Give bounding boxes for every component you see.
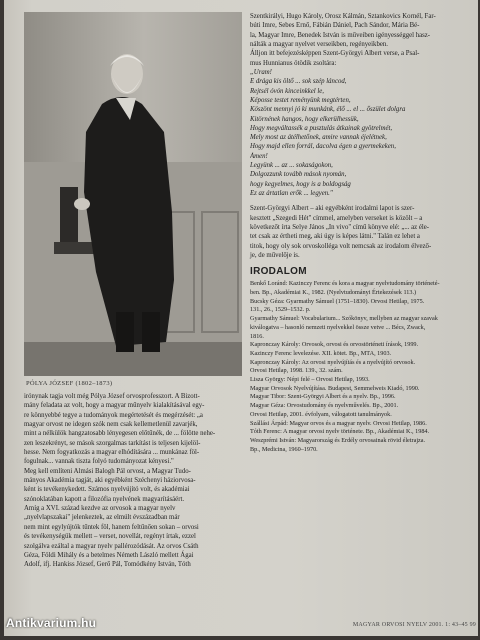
poem-line: „Uram! <box>250 69 272 77</box>
text-line: Álljon itt befejezésképpen Szent-Györgyi Albert verse, a Psal- <box>250 50 420 58</box>
text-line: titok, hogy oly sok orvoskolléga volt nemcsak az irodalom élvező- <box>250 242 432 250</box>
bibliography-entry: Benkő Loránd: Kazinczy Ferenc és kora a magyar nyelvtudomány történeté- <box>250 280 440 288</box>
text-line: Meg kell említeni Almási Balogh Pál orvost, a Magyar Tudo- <box>24 467 191 475</box>
text-line: re könnyebbé tegye a tudományok megértetését és megérzését: „a <box>24 411 203 419</box>
right-intro-text <box>250 12 476 68</box>
text-line: mint a nélkülök hangzatosabb lényegesen előtűnék, de ... fölötte nehe- <box>24 430 216 438</box>
poem-line: Ámen! <box>250 152 268 160</box>
text-line: mány feladata az volt, hogy a magyar műnyelv kialakításával egy- <box>24 402 205 410</box>
poem-line: Legyünk ... az ... sokaságokon, <box>250 162 333 170</box>
poem-line: Köszönt mennyi jó ki munkánk, élő ... el ... őszület dolgra <box>250 106 406 114</box>
text-line: irónynak tagja volt még Pólya József orvosprofesszort. A Bizott- <box>24 393 200 400</box>
text-line: ként is tevékenykedett. Számos nyelvújító volt, és akadémiai <box>24 486 190 494</box>
poem-line: Rejtsél óvón kinceinkkel le, <box>250 87 324 95</box>
poem-line: Mely most az átélhetőnek, amire vannak éjelétnek, <box>250 134 387 142</box>
bibliography-entry: Gyarmathy Sámuel: Vocabularium... Szókönyv, mellyben az magyar szavak <box>250 315 438 323</box>
poem-line: Hogy majd ellen forrál, dacolva égen a gyermekeken, <box>250 143 396 151</box>
bibliography-entry: Bucsky Géza: Gyarmathy Sámuel (1751–1830). Orvosi Hetilap, 1975. <box>250 297 425 305</box>
poem-line: Kitörnének hangos, hogy elkerülhessük, <box>250 115 359 123</box>
text-line: tet csak az értheti meg, aki úgy is képes látni." Talán ez lehet a <box>250 233 420 241</box>
text-line: mus Hunnianus ötödik zsoltára: <box>250 59 337 67</box>
left-body-text <box>24 392 244 570</box>
text-line: Szent-Györgyi Albert – aki egyébként irodalmi lapot is szer- <box>250 205 415 213</box>
photo-caption: PÓLYA JÓZSEF (1802–1873) <box>26 380 113 387</box>
text-line: Amíg a XVI. század kezdve az orvosok a magyar nyelv <box>24 505 176 513</box>
watermark: Antikvarium.hu <box>6 616 97 630</box>
bibliography-entry: 1816. <box>250 332 264 340</box>
poem-line: Dolgozzunk tovább mások nyomán, <box>250 171 347 179</box>
bibliography-entry: Kazinczy Ferenc levelezése. XII. kötet. Bp., MTA, 1903. <box>250 349 392 357</box>
bibliography-entry: ben. Bp., Akadémiai K., 1982. (Nyelvtudományi Értekezések 113.) <box>250 288 417 296</box>
bibliography-entry: 131., 26., 1529–1532. p. <box>250 306 311 314</box>
bibliography-entry: Magyar Orvosok Nyelvújítása. Budapest, Semmelweis Kiadó, 1990. <box>250 384 420 392</box>
bibliography-entry: Orvosi Hetilap, 1998. 139., 32. szám. <box>250 367 343 375</box>
portrait-photo <box>24 12 242 376</box>
text-line: „nyelvlapszakai" jelenkeztek, az elmúlt évszázadban már <box>24 514 180 522</box>
bibliography-entry: Bp., Medicina, 1960–1970. <box>250 445 318 453</box>
text-line: mányos Akadémia tagját, aki egyébként Széchenyi háziorvosa- <box>24 477 196 485</box>
text-line: kesztett „Szegedi Hét" címmel, amelyben verseket is közölt – a <box>250 214 423 222</box>
bibliography-entry: Szállási Árpád: Magyar orvos és a magyar nyelv. Orvosi Hetilap, 1986. <box>250 419 427 427</box>
bibliography-entry: Kapronczay Károly: Az orvosi nyelvújítás és a nyelvújító orvosok. <box>250 358 416 366</box>
bibliography-entry: Lisza György: Népi felé – Orvosi Hetilap, 1993. <box>250 376 370 384</box>
section-heading: IRODALOM <box>250 266 307 278</box>
text-line: magyar orvost ne idegen szók nem csak kellemetlenül zavarjék, <box>24 421 198 429</box>
text-line: búti Imre, Sebes Ernő, Fábián Dániel, Pach Sándor, Mária Bé- <box>250 22 420 30</box>
poem-line: Ez az ártatlan erők ... legyen." <box>250 189 333 197</box>
right-column <box>250 12 476 454</box>
bibliography-entry: Orvosi Hetilap, 2001. évfolyam, válogatott tanulmányok. <box>250 410 392 418</box>
text-line: következőt írta Selye János „In vivo" című könyve elé: „... az éle- <box>250 223 430 231</box>
bibliography-entry: kiválogatva – hasonló nemzeti nyelvekkel össze vetve ... Bécs, Zwack, <box>250 323 426 331</box>
left-column <box>24 392 244 570</box>
text-line: hesse. Nem fogyatkozás a magyar elhódítására ... munkánaz föl- <box>24 449 200 457</box>
text-line: és tevékenységük mellett – verset, novellát, regényt írtak, ezzel <box>24 533 196 541</box>
text-line: Géza, Földi Mihály és a betelmes Németh László mellett Ágai <box>24 551 194 559</box>
poem-line: Hogy megváltassék a pusztulás átkainak gyötrelmét, <box>250 124 393 132</box>
text-line: Adolf, ifj. Hankiss József, Gerő Pál, Tomódkény István, Tóth <box>24 561 191 569</box>
poem-line: hogy kegyelmes, hogy is a boldogság <box>250 180 351 188</box>
bibliography-entry: Kapronczay Károly: Orvosok, orvosi és orvostörténeti írások, 1999. <box>250 341 419 349</box>
text-line: nem mint egylyújtók tűntek föl, hanem feltűnően sokan – orvosi <box>24 523 199 531</box>
bibliography <box>250 280 476 454</box>
bibliography-entry: Tóth Ferenc: A magyar orvosi nyelv története. Bp., Akadémiai K., 1984. <box>250 428 430 436</box>
book-page <box>4 0 478 636</box>
text-line: Szentkirályi, Hugo Károly, Orosz Kálmán, Sztankovics Kornél, Far- <box>250 13 436 20</box>
bibliography-entry: Magyar Tibor: Szent-Györgyi Albert és a nyelv. Bp., 1996. <box>250 393 396 401</box>
text-line: szolgálva ezáltal a magyar nyelv pallérozódását. Az orvos Csáth <box>24 542 199 550</box>
text-line: la, Magyar Imre, Benedek István is műveiben igényességgel hasz- <box>250 31 431 39</box>
text-line: je, de művelője is. <box>250 251 300 259</box>
bibliography-entry: Weszprémi István: Magyarország és Erdély orvosainak rövid életrajza. <box>250 436 426 444</box>
text-line: szónoklatában kapott a filozófia nyelvének magyarításáért. <box>24 495 185 503</box>
poem-line: E drága kis öltő ... sok szép láncod, <box>250 78 347 86</box>
text-line: nálták a magyar nyelvet verseikben, regényeikben. <box>250 41 388 49</box>
page-footer: MAGYAR ORVOSI NYELV 2001. 1: 43–45 99 <box>352 622 476 628</box>
poem-line: Képosse testet reményünk megtérten, <box>250 96 351 104</box>
poem <box>250 68 476 198</box>
text-line: zen leszekrényt, se mások szorgalmas tarkítást is teljesen kijelöl- <box>24 439 201 447</box>
bibliography-entry: Magyar Géza: Orvostudomány és nyelvművelés. Bp., 2001. <box>250 402 399 410</box>
text-line: fogulnak... vannak tiszta folyó tudományozat kényesi." <box>24 458 174 466</box>
right-body-text <box>250 204 476 260</box>
